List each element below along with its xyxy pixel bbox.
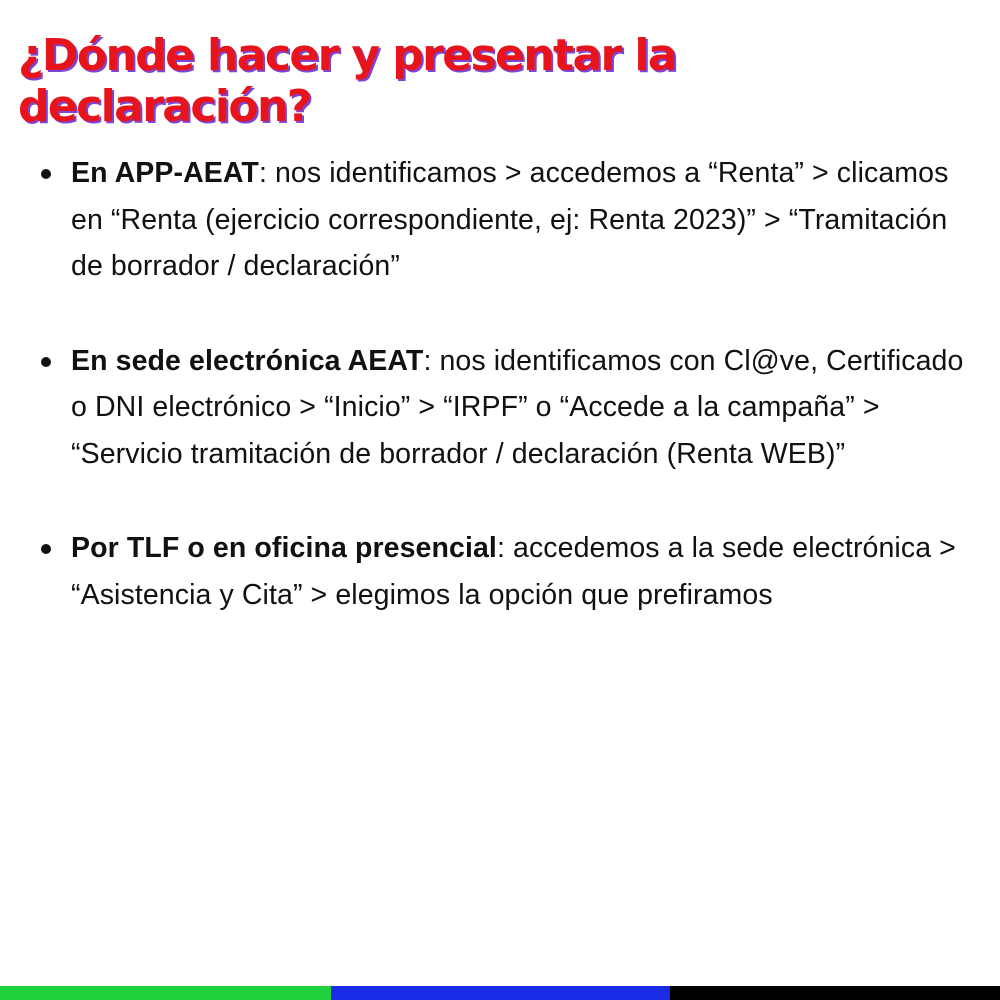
bullet-heading: En sede electrónica AEAT: [71, 344, 424, 377]
bullet-dot-icon: [41, 169, 51, 179]
bullet-dot-icon: [41, 357, 51, 367]
color-stripe-blue: [331, 986, 670, 1000]
bullet-text: : accedemos a la sede electrónica > “Asistencia y Cita” > elegimos la opción que prefiramos: [71, 532, 956, 611]
bullet-text: : nos identificamos > accedemos a “Renta” > clicamos en “Renta (ejercicio correspondiente, ej: Renta 2023)” > “Tramitación de borrador / declaración”: [71, 157, 949, 282]
bullet-heading: En APP-AEAT: [71, 157, 259, 189]
bullet-text: : nos identificamos con Cl@ve, Certificado o DNI electrónico > “Inicio” > “IRPF” o “Accede a la campaña” > “Servicio tramitación de borrador / declaración (Renta WEB)”: [71, 344, 964, 470]
bullet-heading: Por TLF o en oficina presencial: [71, 532, 497, 564]
bullet-item-sede-electronica: [0, 338, 1000, 478]
page-title: ¿Dónde hacer y presentar la declaración?: [18, 30, 676, 132]
bullet-list: [0, 150, 1000, 618]
bullet-item-telefono-oficina: [0, 525, 1000, 618]
color-stripe-green: [0, 986, 331, 1000]
color-stripe-black: [670, 986, 1000, 1000]
color-stripe-bar: [0, 986, 1000, 1000]
bullet-item-app-aeat: [0, 150, 1000, 290]
bullet-dot-icon: [41, 544, 51, 554]
